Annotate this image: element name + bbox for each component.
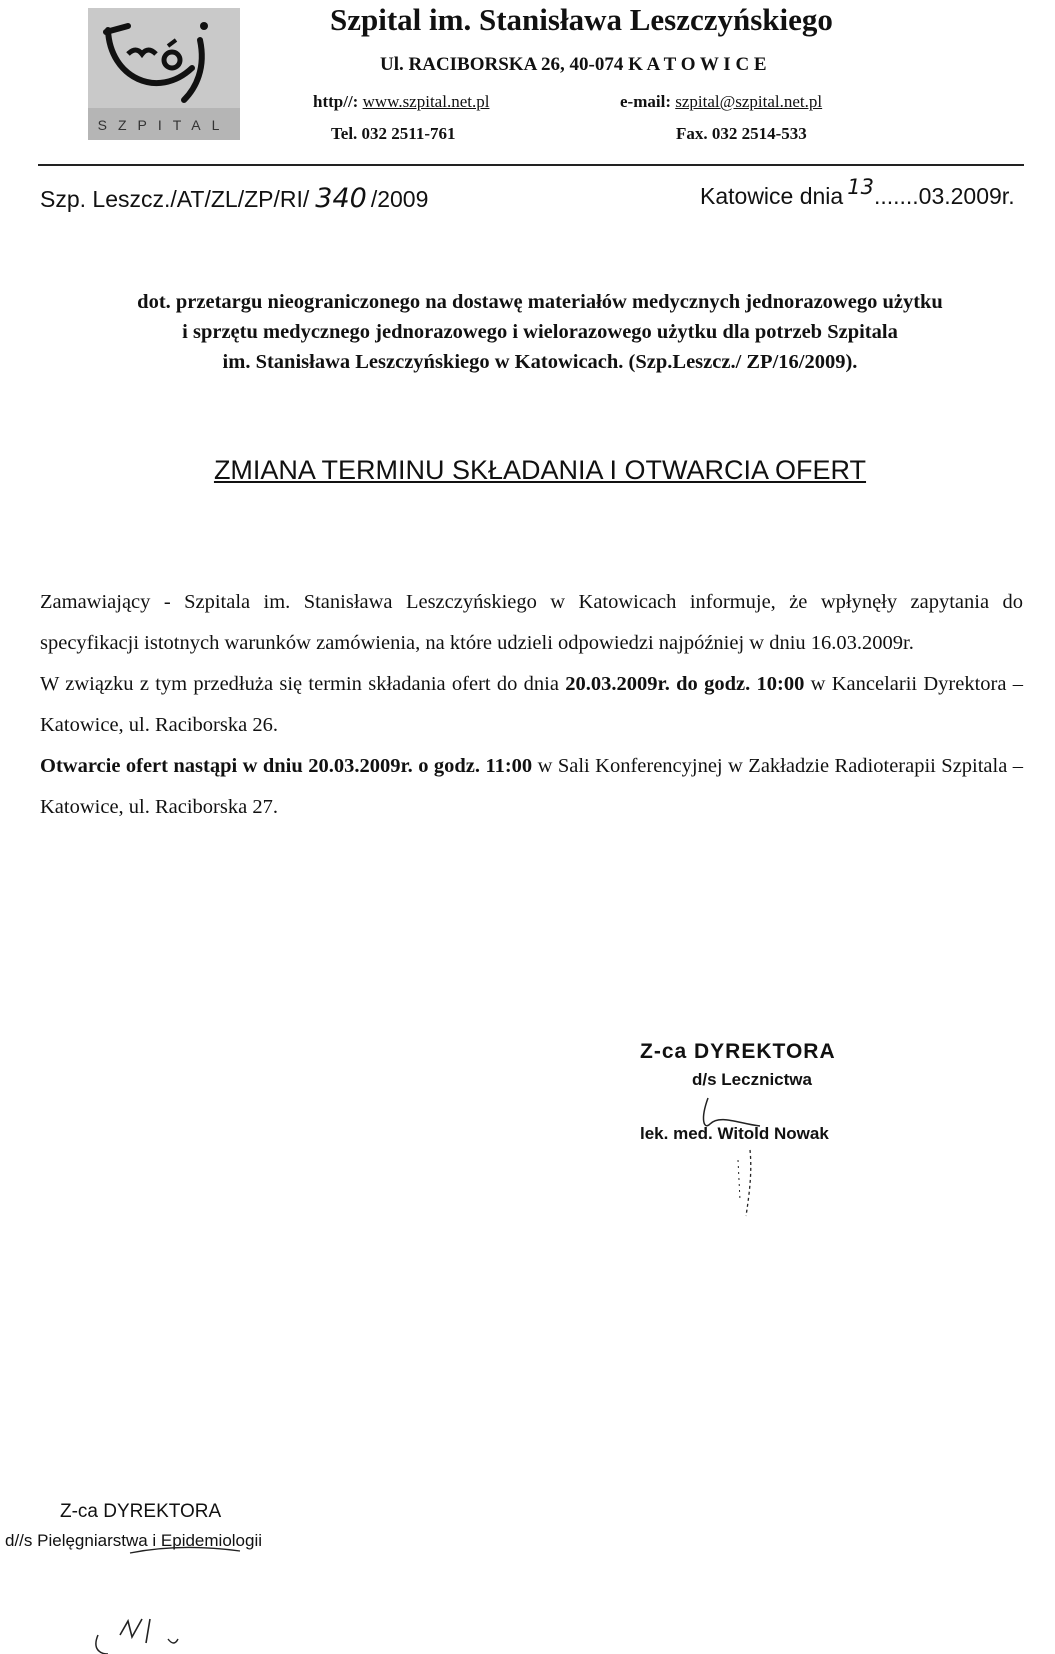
email-label: e-mail: — [620, 92, 671, 111]
director-signature-stamp — [640, 1040, 900, 1200]
handwritten-signature — [680, 1090, 880, 1220]
date-handwritten-day: 13 — [847, 175, 874, 199]
handwritten-signature — [90, 1515, 270, 1654]
notice-body — [40, 582, 1023, 828]
hospital-address: Ul. RACIBORSKA 26, 40-074 K A T O W I C E — [380, 54, 767, 75]
body-paragraph: Zamawiający - Szpitala im. Stanisława Leszczyńskiego w Katowicach informuje, że wpłynęły zapytania do specyfikacji istotnych warunków zamówienia, na które udzieli odpowiedzi najpóźniej w dniu 16.03.2009r. — [40, 591, 1023, 654]
opening-bold: Otwarcie ofert nastąpi w dniu 20.03.2009r. o godz. 11:00 — [40, 755, 533, 777]
fax: Fax. 032 2514-533 — [676, 124, 807, 143]
date-dots: ...... — [873, 183, 913, 209]
stamp-title: Z-ca DYREKTORA — [640, 1040, 836, 1063]
body-text: w Sali Konferencyjnej w Zakładzie Radioterapii Szpitala – Katowice, ul. Raciborska 27. — [40, 755, 1024, 818]
body-paragraph — [40, 746, 1023, 828]
hospital-logo — [88, 8, 240, 140]
deadline-bold: 20.03.2009r. do godz. 10:00 — [565, 673, 805, 695]
email-row — [620, 92, 822, 112]
reference-handwritten-number: 340 — [315, 183, 367, 214]
stamp-name: lek. med. Witold Nowak — [640, 1124, 829, 1143]
notice-heading: ZMIANA TERMINU SKŁADANIA I OTWARCIA OFERT — [213, 455, 867, 485]
reference-number — [40, 183, 428, 214]
signature-title: Z-ca DYREKTORA — [60, 1501, 222, 1522]
web-row — [313, 92, 489, 112]
subject-line: i sprzętu medycznego jednorazowego i wielorazowego użytku dla potrzeb Szpitala — [182, 321, 898, 343]
web-label: http//: — [313, 92, 359, 111]
body-text: w Kancelarii Dyrektora – Katowice, ul. Raciborska 26. — [40, 673, 1024, 736]
reference-suffix: /2009 — [370, 186, 429, 212]
logo-text: SZPITAL — [97, 117, 231, 133]
date-prefix: Katowice dnia — [700, 183, 844, 209]
signature-unit: d//s Pielęgniarstwa i Epidemiologii — [5, 1531, 263, 1550]
subject-line: im. Stanisława Leszczyńskiego w Katowicach. (Szp.Leszcz./ ZP/16/2009). — [222, 351, 858, 373]
stamp-unit: d/s Lecznictwa — [692, 1070, 812, 1089]
document-date — [700, 175, 1015, 210]
subject-block — [60, 287, 1020, 377]
nursing-director-signature — [0, 1495, 300, 1654]
body-text: W związku z tym przedłuża się termin składania ofert do dnia — [40, 673, 566, 695]
body-paragraph — [40, 664, 1023, 746]
telephone: Tel. 032 2511-761 — [331, 124, 456, 143]
email-link[interactable]: szpital@szpital.net.pl — [675, 92, 823, 111]
web-link[interactable]: www.szpital.net.pl — [362, 92, 490, 111]
reference-prefix: Szp. Leszcz./AT/ZL/ZP/RI/ — [40, 186, 310, 212]
date-suffix: .03.2009r. — [912, 183, 1015, 209]
hospital-name: Szpital im. Stanisława Leszczyńskiego — [330, 2, 833, 37]
header-divider — [38, 164, 1024, 166]
subject-line: dot. przetargu nieograniczonego na dostawę materiałów medycznych jednorazowego użytku — [137, 291, 943, 313]
